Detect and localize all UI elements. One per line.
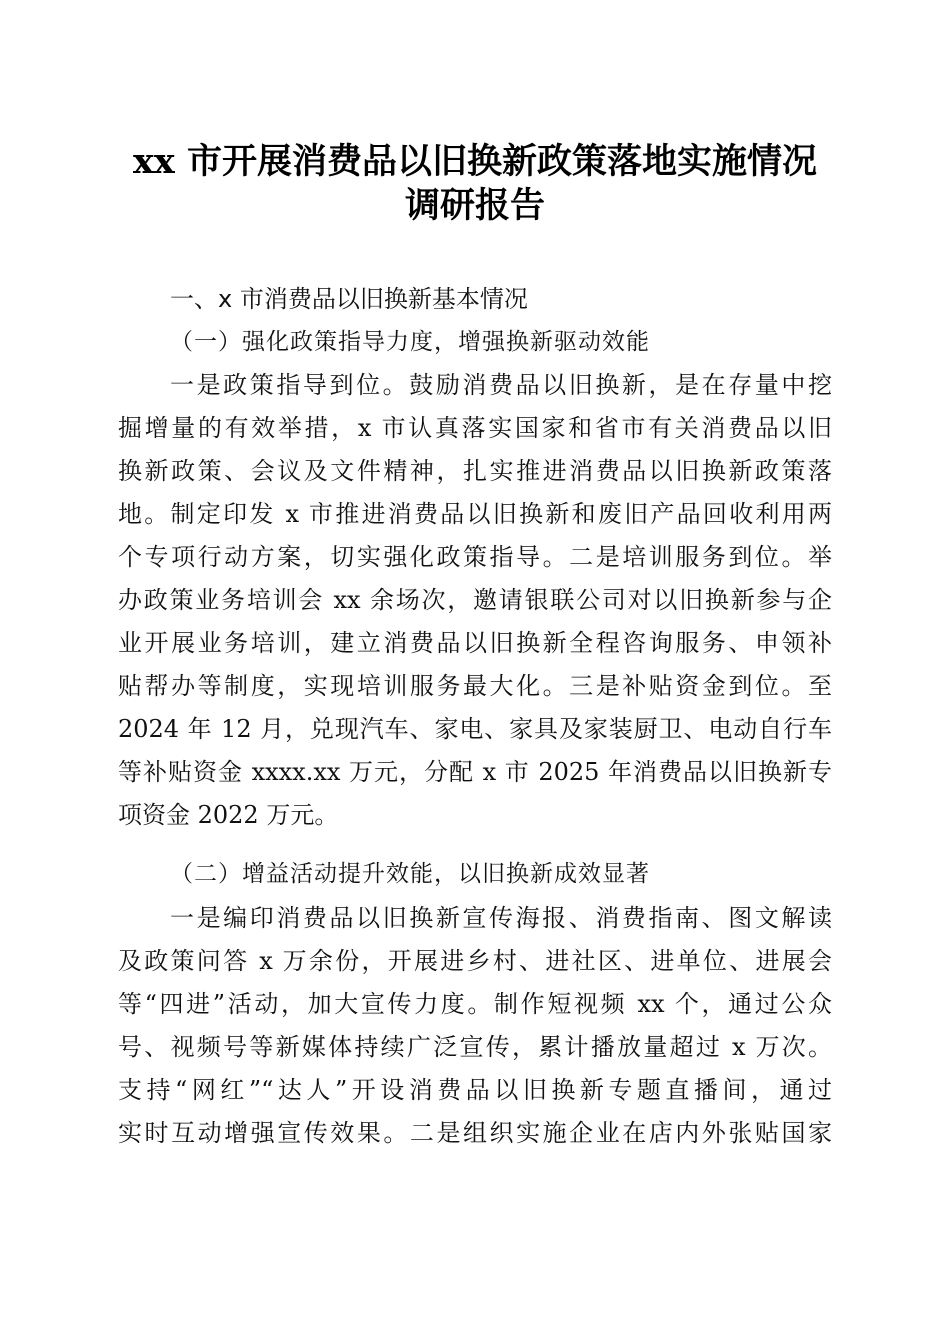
subsection-heading-1: （一）强化政策指导力度，增强换新驱动效能 <box>170 329 650 355</box>
paragraph-line: 及政策问答 x 万余份，开展进乡村、进社区、进单位、进展会 <box>118 947 832 975</box>
paragraph-line: 个专项行动方案，切实强化政策指导。二是培训服务到位。举 <box>118 543 832 571</box>
paragraph-line: 地。制定印发 x 市推进消费品以旧换新和废旧产品回收利用两 <box>118 500 832 528</box>
paragraph-line: 支持“网红”“达人”开设消费品以旧换新专题直播间，通过 <box>118 1076 832 1104</box>
paragraph-line: 项资金 2022 万元。 <box>118 801 339 829</box>
document-title-line-1: xx 市开展消费品以旧换新政策落地实施情况 <box>133 141 817 182</box>
paragraph-line: 2024 年 12 月，兑现汽车、家电、家具及家装厨卫、电动自行车 <box>118 715 832 743</box>
paragraph-line: 等“四进”活动，加大宣传力度。制作短视频 xx 个，通过公众 <box>118 990 832 1018</box>
paragraph-line: 一是政策指导到位。鼓励消费品以旧换新，是在存量中挖 <box>170 371 832 399</box>
subsection-heading-2: （二）增益活动提升效能，以旧换新成效显著 <box>170 861 650 887</box>
paragraph-line: 号、视频号等新媒体持续广泛宣传，累计播放量超过 x 万次。 <box>118 1033 832 1061</box>
section-heading-1: 一、x 市消费品以旧换新基本情况 <box>170 285 528 313</box>
paragraph-line: 掘增量的有效举措，x 市认真落实国家和省市有关消费品以旧 <box>118 414 832 442</box>
paragraph-line: 业开展业务培训，建立消费品以旧换新全程咨询服务、申领补 <box>118 629 832 657</box>
paragraph-line: 一是编印消费品以旧换新宣传海报、消费指南、图文解读 <box>170 904 832 932</box>
paragraph-line: 换新政策、会议及文件精神，扎实推进消费品以旧换新政策落 <box>118 457 832 485</box>
paragraph-line: 实时互动增强宣传效果。二是组织实施企业在店内外张贴国家 <box>118 1119 832 1147</box>
document-title-line-2: 调研报告 <box>404 185 545 226</box>
paragraph-line: 等补贴资金 xxxx.xx 万元，分配 x 市 2025 年消费品以旧换新专 <box>118 758 832 786</box>
paragraph-line: 贴帮办等制度，实现培训服务最大化。三是补贴资金到位。至 <box>118 672 832 700</box>
paragraph-line: 办政策业务培训会 xx 余场次，邀请银联公司对以旧换新参与企 <box>118 586 832 614</box>
